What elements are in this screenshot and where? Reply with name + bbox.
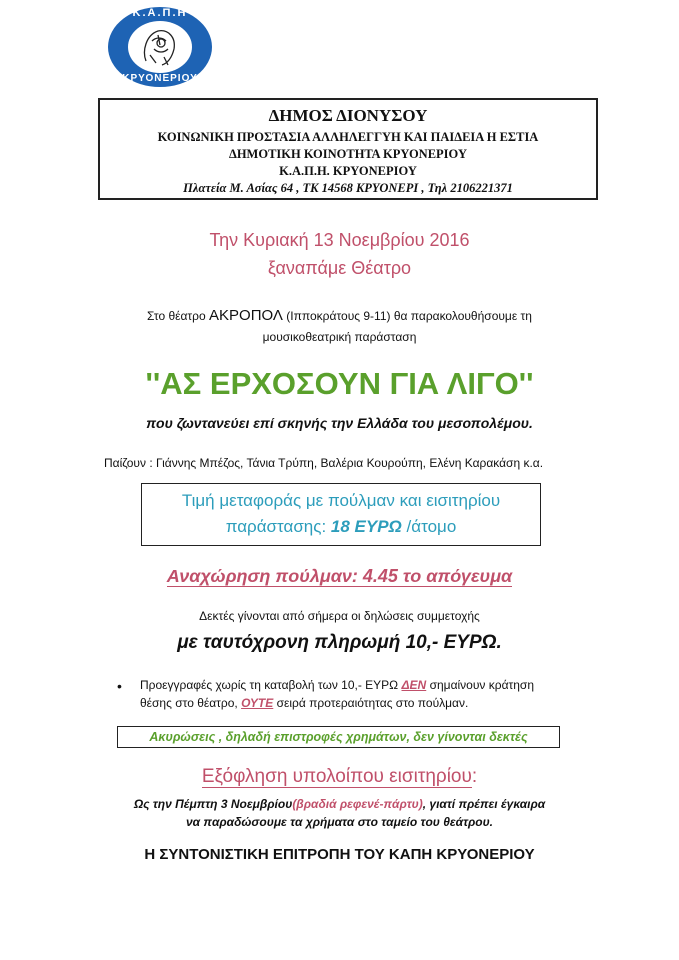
venue-suffix: (Ιπποκράτους 9-11) θα παρακολουθήσουμε τη [282, 309, 532, 323]
cancellations-box [117, 726, 560, 748]
header-kapi: Κ.Α.Π.Η. ΚΡΥΟΝΕΡΙΟΥ [279, 164, 417, 178]
price-box [141, 483, 541, 546]
bullet-oute: ΟΥΤΕ [241, 696, 274, 710]
header-box [98, 98, 598, 200]
bullet-line2-part1: θέσης στο θέατρο, [140, 696, 242, 710]
settlement-date: Ως την Πέμπτη 3 Νοεμβρίου [133, 797, 293, 811]
settlement-line2: να παραδώσουμε τα χρήματα στο ταμείο του θεάτρου. [185, 815, 494, 829]
settlement-colon: : [471, 766, 478, 787]
header-community: ΔΗΜΟΤΙΚΗ ΚΟΙΝΟΤΗΤΑ ΚΡΥΟΝΕΡΙΟΥ [229, 147, 467, 161]
committee-signature: Η ΣΥΝΤΟΝΙΣΤΙΚΗ ΕΠΙΤΡΟΠΗ ΤΟΥ ΚΑΠΗ ΚΡΥΟΝΕΡΙΟΥ [144, 846, 535, 863]
price-prefix: παράστασης: [225, 517, 331, 536]
venue-line2: μουσικοθεατρική παράσταση [262, 330, 417, 344]
show-title: ''ΑΣ ΕΡΧΟΣΟΥΝ ΓΙΑ ΛΙΓΟ'' [145, 366, 534, 401]
header-address: Πλατεία Μ. Ασίας 64 , ΤΚ 14568 ΚΡΥΟΝΕΡΙ , Τηλ 2106221371 [183, 181, 513, 195]
event-date: Την Κυριακή 13 Νοεμβρίου 2016 [209, 230, 470, 250]
logo-bottom-text: ΚΡΥΟΝΕΡΙΟΥ [122, 73, 198, 84]
show-subtitle: που ζωντανεύει επί σκηνής την Ελλάδα του μεσοπολέμου. [146, 415, 533, 431]
settlement-line1 [0, 797, 679, 811]
price-suffix: /άτομο [401, 517, 457, 536]
header-municipality: ΔΗΜΟΣ ΔΙΟΝΥΣΟΥ [268, 106, 428, 125]
settlement-suffix: , γιατί πρέπει έγκαιρα [422, 797, 546, 811]
departure-wrap [0, 566, 679, 587]
price-amount: 18 ΕΥΡΩ [330, 517, 402, 536]
bullet-line2-part2: σειρά προτεραιότητας στο πούλμαν. [273, 696, 469, 710]
bullet-part1: Προεγγραφές χωρίς τη καταβολή των 10,- ΕΥΡΩ [140, 678, 402, 692]
theatre-again: ξαναπάμε Θέατρο [267, 258, 412, 278]
bullet-icon: • [117, 678, 122, 694]
departure-time: Αναχώρηση πούλμαν: 4.45 το απόγευμα [166, 566, 513, 586]
venue-name: ΑΚΡΟΠΟΛ [209, 307, 283, 324]
bullet-part2: σημαίνουν κράτηση [426, 678, 534, 692]
settlement-party: (βραδιά ρεφενέ-πάρτυ) [292, 797, 423, 811]
venue-prefix: Στο θέατρο [147, 309, 210, 323]
price-line1: Τιμή μεταφοράς με πούλμαν και εισιτηρίου [181, 491, 501, 510]
bullet-den: ΔΕΝ [401, 678, 427, 692]
cancellations-note: Ακυρώσεις , δηλαδή επιστροφές χρημάτων, δεν γίνονται δεκτές [149, 730, 528, 744]
venue-line [0, 307, 679, 324]
cast-line: Παίζουν : Γιάννης Μπέζος, Τάνια Τρύπη, Βαλέρια Κουρούπη, Ελένη Καρακάση κ.α. [104, 456, 544, 470]
settlement-title-wrap [0, 766, 679, 788]
price-line2 [142, 517, 540, 537]
logo-top-text: Κ.Α.Π.Η [132, 7, 188, 19]
kapi-logo [106, 5, 214, 89]
bullet-line1 [140, 678, 580, 692]
bullet-line2 [140, 696, 580, 710]
header-department: ΚΟΙΝΩΝΙΚΗ ΠΡΟΣΤΑΣΙΑ ΑΛΛΗΛΕΓΓΥΗ ΚΑΙ ΠΑΙΔΕΙΑ Η ΕΣΤΙΑ [157, 130, 539, 144]
payment-note: με ταυτόχρονη πληρωμή 10,- ΕΥΡΩ. [177, 632, 502, 653]
settlement-title: Εξόφληση υπολοίπου εισιτηρίου [201, 766, 472, 787]
registrations-note: Δεκτές γίνονται από σήμερα οι δηλώσεις συμμετοχής [199, 609, 480, 623]
